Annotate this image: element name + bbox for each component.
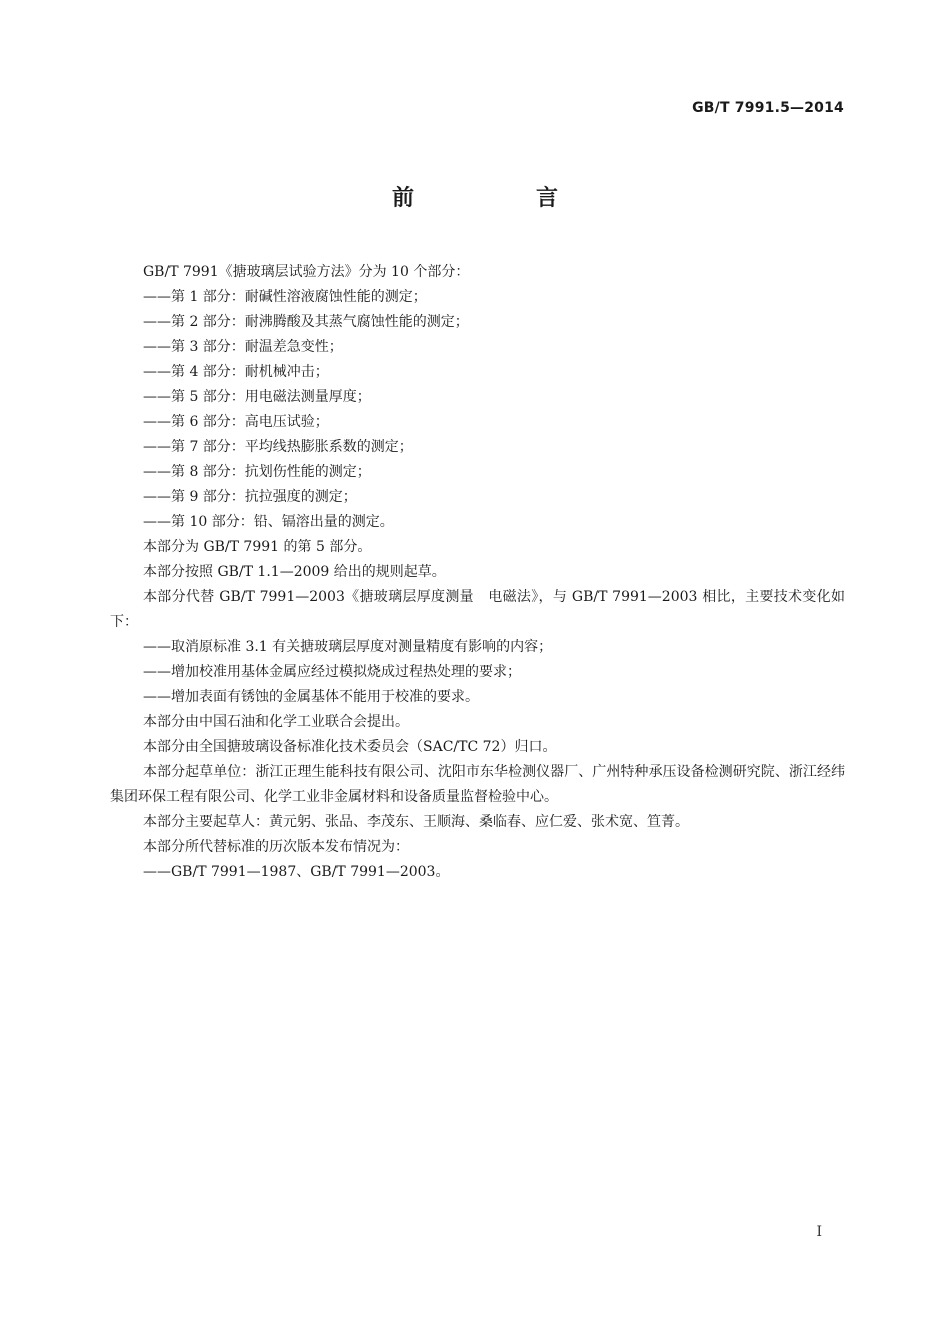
list-item: ——第 2 部分：耐沸腾酸及其蒸气腐蚀性能的测定； <box>143 314 469 330</box>
standard-code: GB/T 7991.5—2014 <box>692 100 844 116</box>
list-item: ——第 1 部分：耐碱性溶液腐蚀性能的测定； <box>143 289 427 305</box>
paragraph: 本部分所代替标准的历次版本发布情况为： <box>143 839 409 855</box>
list-item: ——增加校准用基体金属应经过模拟烧成过程热处理的要求； <box>143 664 521 680</box>
paragraph: 本部分代替 GB/T 7991—2003《搪玻璃层厚度测量 电磁法》，与 GB/T 7991—2003 相比，主要技术变化如下： <box>110 589 845 630</box>
paragraph: 本部分为 GB/T 7991 的第 5 部分。 <box>143 539 372 555</box>
list-item: ——第 5 部分：用电磁法测量厚度； <box>143 389 371 405</box>
list-item: ——第 7 部分：平均线热膨胀系数的测定； <box>143 439 413 455</box>
list-item: ——第 4 部分：耐机械冲击； <box>143 364 329 380</box>
page-number: I <box>816 1224 822 1240</box>
paragraph: 本部分由中国石油和化学工业联合会提出。 <box>143 714 409 730</box>
paragraph: 本部分主要起草人：黄元躬、张品、李茂东、王顺海、桑临春、应仁爱、张术宽、笪菁。 <box>143 814 689 830</box>
paragraph: 本部分起草单位：浙江正理生能科技有限公司、沈阳市东华检测仪器厂、广州特种承压设备检测研究院、浙江经纬集团环保工程有限公司、化学工业非金属材料和设备质量监督检验中心。 <box>110 764 845 805</box>
list-item: ——第 9 部分：抗拉强度的测定； <box>143 489 357 505</box>
list-item: ——第 10 部分：铅、镉溶出量的测定。 <box>143 514 394 530</box>
paragraph: GB/T 7991《搪玻璃层试验方法》分为 10 个部分： <box>143 264 470 280</box>
list-item: ——GB/T 7991—1987、GB/T 7991—2003。 <box>143 864 450 880</box>
list-item: ——第 8 部分：抗划伤性能的测定； <box>143 464 371 480</box>
document-body <box>110 260 845 885</box>
list-item: ——第 6 部分：高电压试验； <box>143 414 329 430</box>
list-item: ——取消原标准 3.1 有关搪玻璃层厚度对测量精度有影响的内容； <box>143 639 553 655</box>
paragraph: 本部分由全国搪玻璃设备标准化技术委员会（SAC/TC 72）归口。 <box>143 739 557 755</box>
paragraph: 本部分按照 GB/T 1.1—2009 给出的规则起草。 <box>143 564 446 580</box>
page-title: 前 言 <box>391 186 608 211</box>
list-item: ——第 3 部分：耐温差急变性； <box>143 339 343 355</box>
list-item: ——增加表面有锈蚀的金属基体不能用于校准的要求。 <box>143 689 479 705</box>
